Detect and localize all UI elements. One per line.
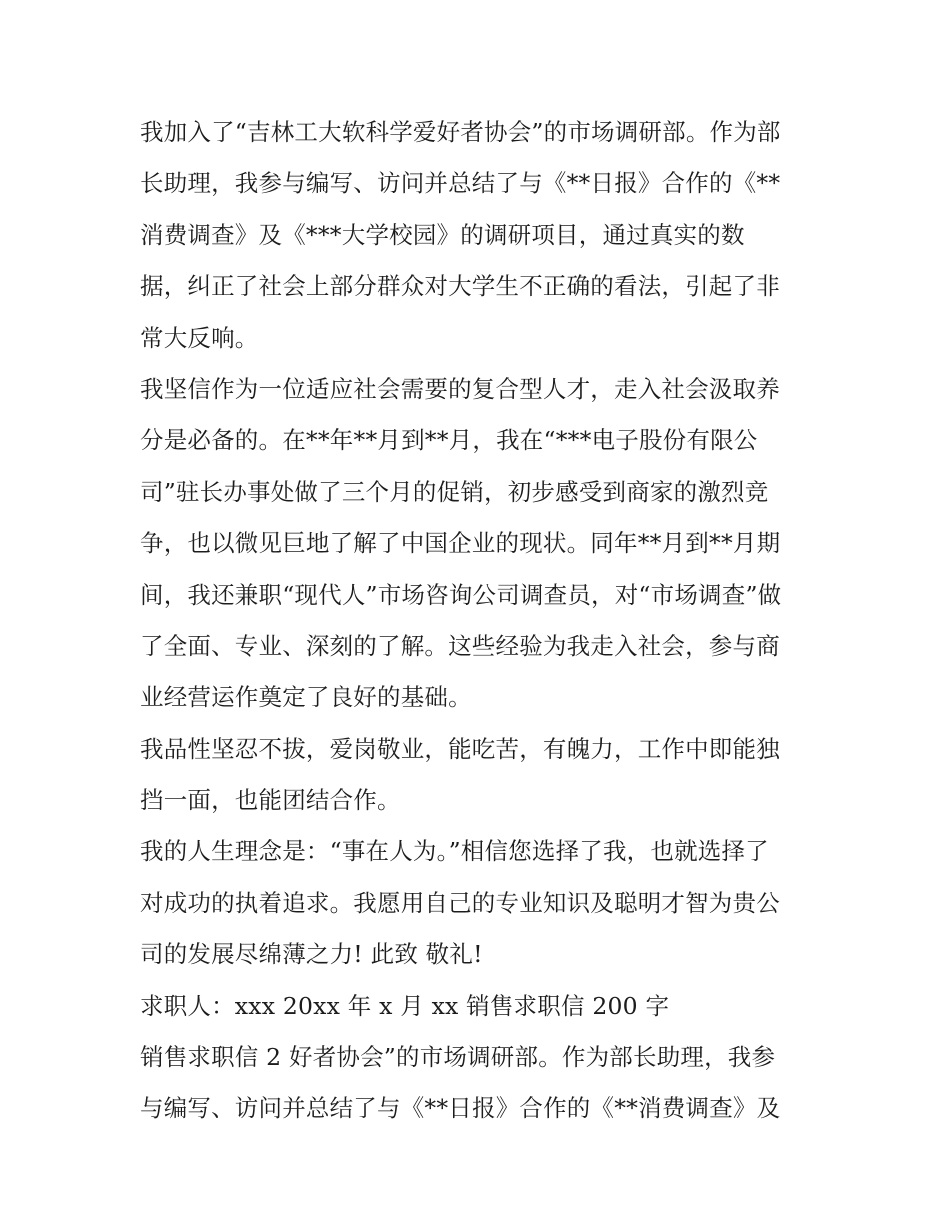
text-line: 分是必备的。在**年**月到**月，我在“***电子股份有限公 (140, 426, 758, 455)
text-line: 与编写、访问并总结了与《**日报》合作的《**消费调查》及 (140, 1094, 781, 1123)
text-line: 据，纠正了社会上部分群众对大学生不正确的看法，引起了非 (140, 272, 780, 301)
letter-body (140, 107, 820, 1135)
text-line: 我坚信作为一位适应社会需要的复合型人才，走入社会汲取养 (140, 374, 780, 403)
text-line: 常大反响。 (140, 323, 259, 352)
text-line: 对成功的执着追求。我愿用自己的专业知识及聪明才智为贵公 (140, 888, 780, 917)
text-line: 挡一面，也能团结合作。 (140, 786, 401, 815)
text-line: 我加入了“吉林工大软科学爱好者协会”的市场调研部。作为部 (140, 118, 781, 146)
text-line: 我的人生理念是：“事在人为。”相信您选择了我，也就选择了 (140, 837, 769, 866)
text-line: 司的发展尽绵薄之力! 此致 敬礼! (140, 940, 483, 969)
text-line: 求职人：xxx 20xx 年 x 月 xx 销售求职信 200 字 (140, 991, 670, 1020)
text-line: 了全面、专业、深刻的了解。这些经验为我走入社会，参与商 (140, 631, 780, 660)
text-line: 销售求职信 2 好者协会”的市场调研部。作为部长助理，我参 (140, 1043, 776, 1072)
text-line: 业经营运作奠定了良好的基础。 (140, 683, 472, 712)
text-line: 我品性坚忍不拔，爱岗敬业，能吃苦，有魄力，工作中即能独 (140, 734, 780, 763)
text-line: 间，我还兼职“现代人”市场咨询公司调查员，对“市场调查”做 (140, 580, 782, 609)
text-line: 长助理，我参与编写、访问并总结了与《**日报》合作的《** (140, 169, 781, 198)
text-line: 消费调查》及《***大学校园》的调研项目，通过真实的数 (140, 220, 745, 249)
text-line: 司”驻长办事处做了三个月的促销，初步感受到商家的激烈竞 (140, 477, 769, 506)
text-line: 争，也以微见巨地了解了中国企业的现状。同年**月到**月期 (140, 529, 781, 558)
